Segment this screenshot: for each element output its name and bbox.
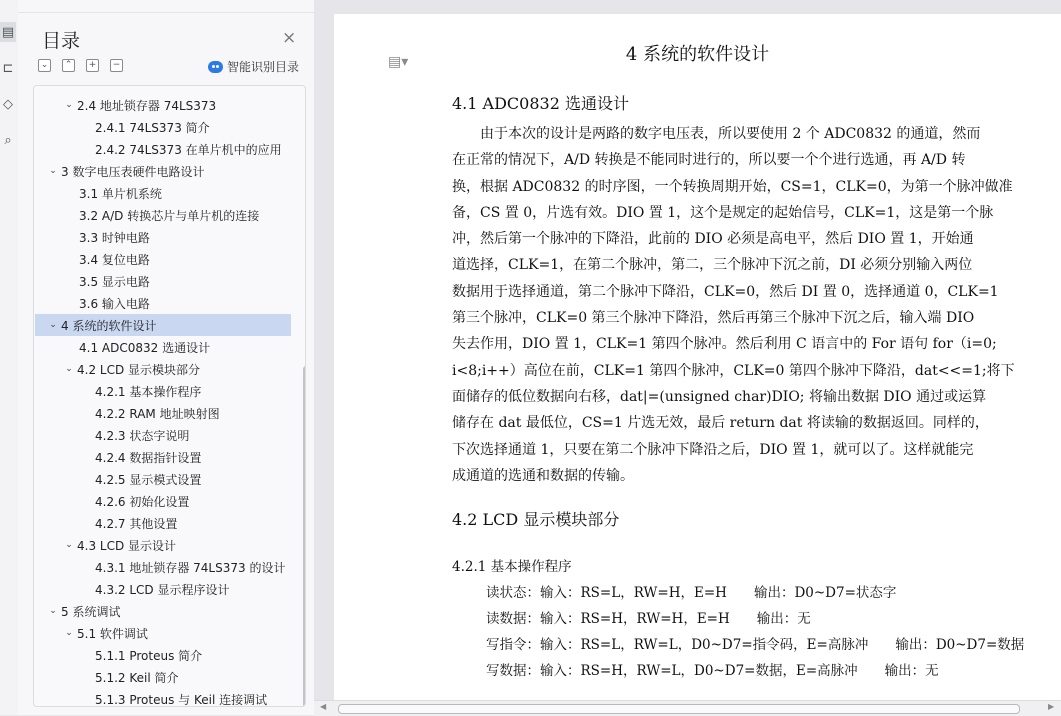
document-area (314, 0, 1061, 715)
operation-line: 写数据：输入：RS=H，RW=L，D0~D7=数据，E=高脉冲 输出：无 (486, 663, 939, 679)
outline-item[interactable] (35, 248, 291, 270)
outline-item[interactable] (35, 336, 291, 358)
outline-item[interactable] (35, 402, 291, 424)
outline-item-label: 5.1.3 Proteus 与 Keil 连接调试 (95, 692, 268, 707)
outline-item-label: 3.5 显示电路 (79, 274, 150, 289)
outline-item[interactable] (35, 556, 291, 578)
outline-item-label: 3.1 单片机系统 (79, 186, 162, 201)
outline-item-label: 4.3.1 地址锁存器 74LS373 的设计 (95, 560, 286, 575)
outline-item[interactable] (35, 688, 291, 707)
outline-item-label: 2.4.1 74LS373 简介 (95, 120, 210, 135)
paragraph-line: i<8;i++）高位在前，CLK=1 第四个脉冲，CLK=0 第四个脉冲下降沿，dat<<=1;将下 (452, 362, 1015, 379)
paragraph-line: 下次选择通道 1，只要在第二个脉冲下降沿之后，DIO 置 1，就可以了。这样就能完 (452, 441, 974, 458)
document-page (334, 14, 1061, 704)
operation-line: 读数据：输入：RS=H，RW=H，E=H 输出：无 (486, 611, 811, 627)
search-icon[interactable]: ⌕ (4, 132, 12, 148)
outline-item-label: 5.1.2 Keil 简介 (95, 670, 179, 685)
chevron-down-icon[interactable]: ⌄ (65, 628, 73, 638)
outline-item-label: 3.6 输入电路 (79, 296, 150, 311)
outline-item-label: 5.1.1 Proteus 简介 (95, 648, 203, 663)
panel-top-rule (18, 0, 314, 13)
collapse-all-icon[interactable]: ⌄ (38, 59, 51, 72)
outline-item-label: 4.2 LCD 显示模块部分 (77, 362, 201, 377)
paragraph-line: 第三个脉冲，CLK=0 第三个脉冲下降沿，然后再第三个脉冲下沉之后，输入端 DIO (452, 310, 975, 327)
subsection-title-4-2-1: 4.2.1 基本操作程序 (452, 559, 572, 575)
outline-item-label: 4.2.2 RAM 地址映射图 (95, 406, 220, 421)
outline-item[interactable] (35, 490, 291, 512)
paragraph-line: 冲，然后第一个脉冲的下降沿，此前的 DIO 必须是高电平，然后 DIO 置 1，开始通 (452, 231, 974, 248)
chevron-down-icon[interactable]: ⌄ (49, 166, 57, 176)
outline-item-label: 3.4 复位电路 (79, 252, 150, 267)
outline-item[interactable] (35, 534, 291, 556)
outline-item[interactable] (35, 116, 291, 138)
chapter-title: 4 系统的软件设计 (625, 44, 770, 65)
paragraph-line: 换，根据 ADC0832 的时序图，一个转换周期开始，CS=1，CLK=0，为第一个脉冲做准 (452, 178, 1013, 195)
outline-item[interactable] (35, 380, 291, 402)
outline-item[interactable] (35, 204, 291, 226)
chevron-down-icon[interactable]: ⌄ (65, 364, 73, 374)
outline-item[interactable] (35, 292, 291, 314)
outline-item-label: 4.2.1 基本操作程序 (95, 384, 202, 399)
paragraph-line: 失去作用，DIO 置 1，CLK=1 第四个脉冲。然后利用 C 语言中的 For 语句 for（i=0; (452, 336, 997, 353)
paragraph-line: 备，CS 置 0，片选有效。DIO 置 1，这个是规定的起始信号，CLK=1，这是第一个脉 (452, 204, 994, 221)
outline-item[interactable] (35, 578, 291, 600)
outline-item[interactable] (35, 446, 291, 468)
outline-item-label: 5.1 软件调试 (77, 626, 148, 641)
scroll-right-icon[interactable]: ▶ (1048, 702, 1055, 711)
operation-line: 写指令：输入：RS=L，RW=L，D0~D7=指令码，E=高脉冲 输出：D0~D7=数据 (486, 637, 1025, 653)
outline-item-label: 3 数字电压表硬件电路设计 (61, 164, 205, 179)
page-document-icon[interactable]: ▤▾ (388, 54, 409, 70)
page-thumbnail-icon[interactable]: ⊏ (2, 60, 14, 76)
outline-item-label: 5 系统调试 (61, 604, 121, 619)
scroll-left-icon[interactable]: ◀ (320, 702, 327, 711)
outline-item[interactable] (35, 314, 291, 336)
paragraph-line: 在正常的情况下，A/D 转换是不能同时进行的，所以要一个个进行选通，再 A/D 转 (452, 152, 966, 169)
chevron-down-icon[interactable]: ⌄ (49, 606, 57, 616)
outline-item[interactable] (35, 138, 291, 160)
outline-panel (18, 0, 314, 715)
outline-tree[interactable] (33, 85, 306, 707)
outline-item-label: 4.3.2 LCD 显示程序设计 (95, 582, 230, 597)
paragraph-line: 数据用于选择通道，第二个脉冲下降沿，CLK=0，然后 DI 置 0，选择通道 0，CLK=1 (452, 283, 999, 300)
outline-item-label: 4.2.7 其他设置 (95, 516, 178, 531)
horizontal-scrollbar[interactable] (314, 700, 1061, 716)
outline-item[interactable] (35, 622, 291, 644)
ai-robot-icon (208, 61, 223, 73)
operation-line: 读状态：输入：RS=L，RW=H，E=H 输出：D0~D7=状态字 (486, 585, 897, 601)
outline-item[interactable] (35, 512, 291, 534)
outline-item-label: 2.4.2 74LS373 在单片机中的应用 (95, 142, 282, 157)
outline-item-label: 3.2 A/D 转换芯片与单片机的连接 (79, 208, 260, 223)
chevron-down-icon[interactable]: ⌄ (65, 540, 73, 550)
section-4-1-paragraph (452, 121, 1033, 489)
section-title-4-1: 4.1 ADC0832 选通设计 (452, 94, 629, 113)
paragraph-line: 成通道的选通和数据的传输。 (452, 467, 634, 484)
outline-item[interactable] (35, 270, 291, 292)
outline-item-label: 4.2.3 状态字说明 (95, 428, 190, 443)
outline-item[interactable] (35, 160, 291, 182)
paragraph-line: 储存在 dat 最低位，CS=1 片选无效，最后 return dat 将读输的数据返回。同样的， (452, 415, 989, 432)
outline-item-label: 3.3 时钟电路 (79, 230, 150, 245)
outline-item-label: 4.2.5 显示模式设置 (95, 472, 202, 487)
remove-heading-icon[interactable]: − (110, 59, 123, 72)
left-tool-strip (0, 0, 19, 715)
operation-list (486, 580, 1024, 684)
document-outline-icon[interactable]: ▤ (0, 22, 16, 42)
expand-all-icon[interactable]: ⌃ (62, 59, 75, 72)
outline-item[interactable] (35, 94, 291, 116)
paragraph-line: 由于本次的设计是两路的数字电压表，所以要使用 2 个 ADC0832 的通道，然而 (452, 126, 981, 142)
outline-item-label: 4.1 ADC0832 选通设计 (79, 340, 211, 355)
smart-toc-label: 智能识别目录 (227, 60, 300, 74)
horizontal-scroll-thumb[interactable] (338, 704, 1020, 714)
chevron-down-icon[interactable]: ⌄ (49, 320, 57, 330)
close-icon[interactable]: × (282, 28, 297, 48)
outline-item-label: 4.2.6 初始化设置 (95, 494, 190, 509)
outline-item[interactable] (35, 666, 291, 688)
outline-scrollbar[interactable] (303, 366, 306, 707)
outline-item[interactable] (35, 358, 291, 380)
outline-item-label: 4 系统的软件设计 (61, 318, 157, 333)
outline-item-label: 4.3 LCD 显示设计 (77, 538, 177, 553)
add-heading-icon[interactable]: + (86, 59, 99, 72)
outline-item-label: 4.2.4 数据指针设置 (95, 450, 202, 465)
outline-item-label: 2.4 地址锁存器 74LS373 (77, 98, 217, 113)
outline-item[interactable] (35, 424, 291, 446)
outline-item[interactable] (35, 600, 291, 622)
smart-toc-button[interactable] (208, 58, 299, 75)
outline-item[interactable] (35, 182, 291, 204)
bookmark-icon[interactable]: ◇ (3, 96, 13, 112)
outline-item[interactable] (35, 644, 291, 666)
paragraph-line: 面储存的低位数据向右移，dat|=(unsigned char)DIO; 将输出数据 DIO 通过或运算 (452, 388, 987, 405)
outline-title: 目录 (42, 30, 81, 52)
paragraph-line: 道选择，CLK=1，在第二个脉冲，第二，三个脉冲下沉之前，DI 必须分别输入两位 (452, 257, 973, 274)
outline-item[interactable] (35, 468, 291, 490)
chevron-down-icon[interactable]: ⌄ (65, 100, 73, 110)
section-title-4-2: 4.2 LCD 显示模块部分 (452, 510, 620, 529)
outline-item[interactable] (35, 226, 291, 248)
